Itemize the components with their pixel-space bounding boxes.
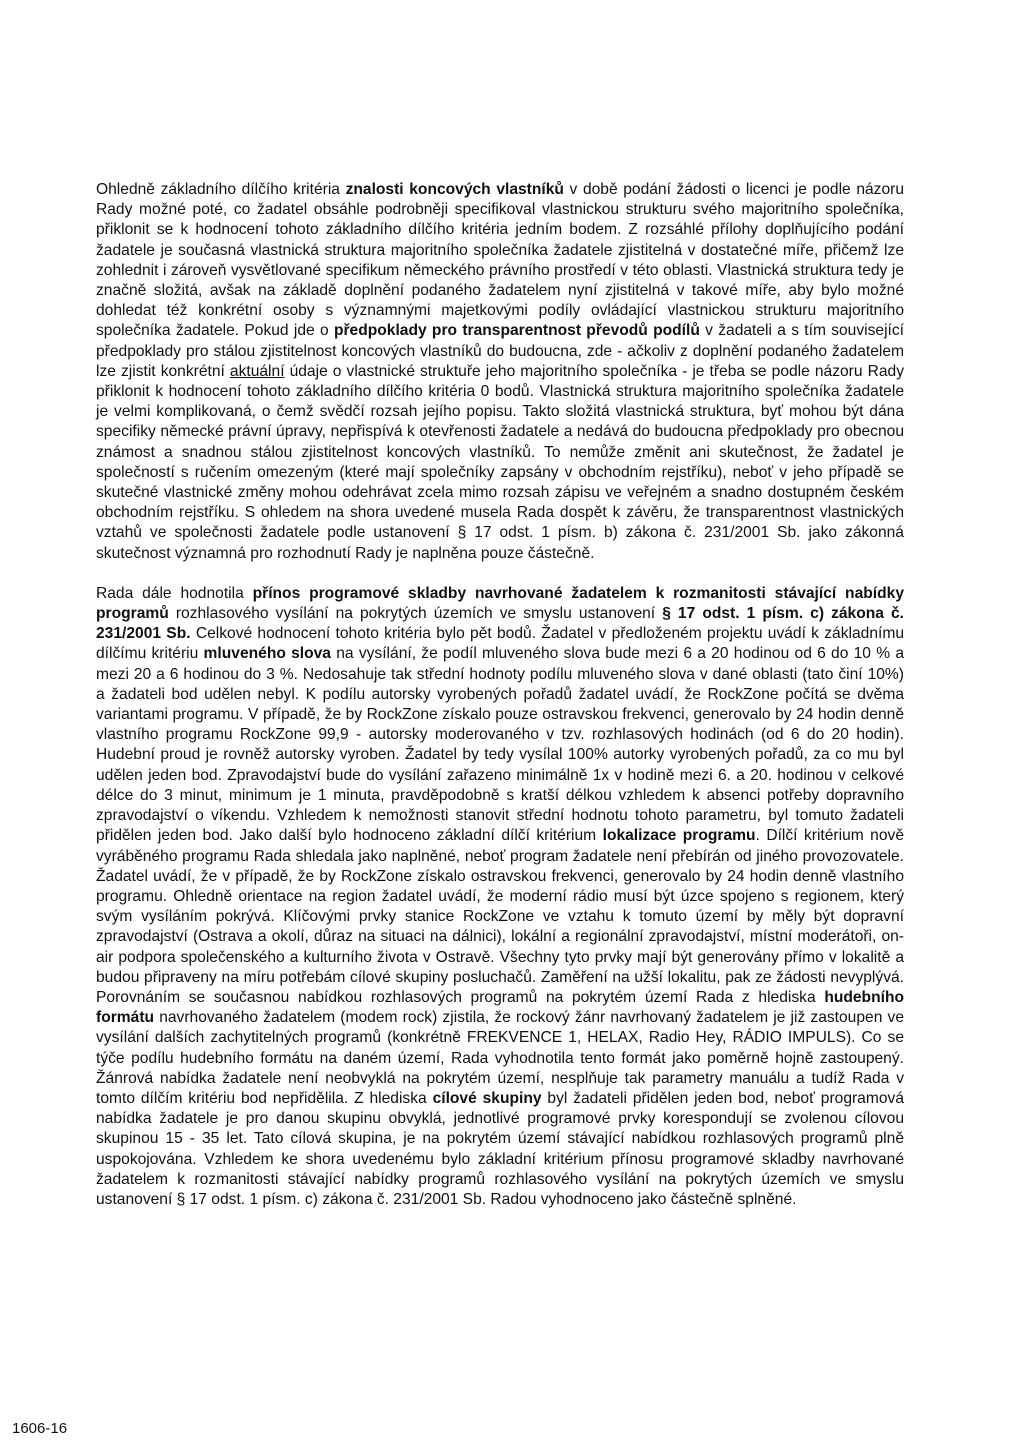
text-span: . Dílčí kritérium nově vyráběného programu Rada shledala jako naplněné, neboť program žadatele není přebírán od jiného provozovatele. Žadatel uvádí, že v případě, že by RockZone získalo ostravskou frekvenci, generovalo by 24 hodin denně vlastního programu. Ohledně orientace na region žadatel uvádí, že moderní rádio musí být úzce spojeno s regionem, který svým vysíláním pokrývá. Klíčovými prvky stanice RockZone ve vztahu k tomuto území by měly být dopravní zpravodajství (Ostrava a okolí, důraz na situaci na dálnici), lokální a regionální zpravodajství, místní moderátoři, on-air podpora společenského a kulturního života v Ostravě. Všechny tyto prvky mají být generovány přímo v lokalitě a budou připraveny na míru potřebám cílové skupiny posluchačů. Zaměření na užší lokalitu, pak ze žádosti nevyplývá. Porovnáním se současnou nabídkou rozhlasových programů na pokrytém území Rada z hlediska bbox=[96, 827, 904, 1006]
underlined-word-current: aktuální bbox=[229, 362, 285, 380]
bold-phrase-localization: lokalizace programu bbox=[602, 827, 756, 845]
bold-phrase-transfer-transparency: předpoklady pro transparentnost převodů podílů bbox=[333, 322, 700, 340]
text-span: v žadateli a s tím související předpoklady pro stálou zjistitelnost koncových vlastníků do budoucna, zde - ačkoliv z doplnění podaného žadatelem lze zjistit konkrétní bbox=[96, 322, 905, 380]
text-span: Ohledně základního dílčího kritéria bbox=[96, 181, 346, 198]
text-span: na vysílání, že podíl mluveného slova bude mezi 6 a 20 hodinou od 6 do 10 % a mezi 20 a 6 hodinou do 3 %. Nedosahuje tak střední hodnoty podílu mluveného slova v dané oblasti (tato činí 10%) a žadateli bod udělen nebyl. K podílu autorsky vyrobených pořadů žadatel uvádí, že RockZone počítá se dvěma variantami programu. V případě, že by RockZone získalo pouze ostravskou frekvenci, generovalo by 24 hodin denně vlastního programu RockZone 99,9 - autorsky moderovaného v tzv. rozhlasových hodinách (od 6 do 20 hodin). Hudební proud je rovněž autorsky vyroben. Žadatel by tedy vysílal 100% autorky vyrobených pořadů, za co mu byl udělen jeden bod. Zpravodajství bude do vysílání zařazeno minimálně 1x v hodině mezi 6. a 20. hodinou v celkové délce do 3 minut, minimum je 1 minuta, pravděpodobně s kratší délkou vzhledem k absenci potřeby dopravního zpravodajství o víkendu. Vzhledem k nemožnosti stanovit střední hodnotu tohoto parametru, byl tomuto žadateli přidělen jeden bod. Jako další bylo hodnoceno základní dílčí kritérium bbox=[96, 645, 904, 845]
text-span: údaje o vlastnické struktuře jeho majoritního společníka - je třeba se podle názoru Rady přiklonit k hodnocení tohoto základního dílčího kritéria 0 bodů. Vlastnická struktura majoritního společníka žadatele je velmi komplikovaná, o čemž svědčí rozsah jejího popisu. Takto složitá vlastnická struktura, byť mohou být dána specifiky německé právní úpravy, nepřispívá k otevřenosti žadatele a nedává do budoucna předpoklady pro obecnou známost a snadnou stálou zjistitelnost koncových vlastníků. To nemůže změnit ani skutečnost, že žadatel je společností s ručením omezeným (které mají společníky zapsány v obchodním rejstříku), neboť v jeho případě se skutečné vlastnické změny mohou odehrávat zcela mimo rozsah zápisu ve veřejném a snadno dostupném českém obchodním rejstříku. S ohledem na shora uvedené musela Rada dospět k závěru, že transparentnost vlastnických vztahů ve společnosti žadatele podle ustanovení § 17 odst. 1 písm. b) zákona č. 231/2001 Sb. jako zákonná skutečnost významná pro rozhodnutí Rady je naplněna pouze částečně. bbox=[96, 362, 905, 562]
paragraph-ownership-transparency bbox=[96, 180, 904, 564]
text-span: Rada dále hodnotila bbox=[96, 584, 253, 602]
bold-phrase-end-owners: znalosti koncových vlastníků bbox=[345, 181, 564, 198]
text-span: rozhlasového vysílání na pokrytých územích ve smyslu ustanovení bbox=[168, 605, 663, 623]
text-span: byl žadateli přidělen jeden bod, neboť programová nabídka žadatele je pro danou skupinu obvyklá, jednotlivé programové prvky korespondují se zvolenou cílovou skupinou 15 - 35 let. Tato cílová skupina, je na pokrytém území stávající nabídkou rozhlasových programů plně uspokojována. Vzhledem ke shora uvedenému bylo základní kritérium přínosu programové skladby navrhované žadatelem k rozmanitosti stávající nabídky programů rozhlasového vysílání na pokrytých územích ve smyslu ustanovení § 17 odst. 1 písm. c) zákona č. 231/2001 Sb. Radou vyhodnoceno jako částečně splněné. bbox=[96, 1089, 904, 1208]
text-span: v době podání žádosti o licenci je podle názoru Rady možné poté, co žadatel obsáhle podrobněji specifikoval vlastnickou strukturu svého majoritního společníka, přiklonit se k hodnocení tohoto základního dílčího kritéria jedním bodem. Z rozsáhlé přílohy doplňujícího podání žadatele je současná vlastnická struktura majoritního společníka žadatele zjistitelná v dostatečné míře, přičemž lze zohlednit i zároveň vysvětlované specifikum německého právního prostředí v této oblasti. Vlastnická struktura tedy je značně složitá, avšak na základě doplnění podaného žadatelem nyní zjistitelná v takové míře, aby bylo možné dohledat též konkrétní osoby s významnými majetkovými podíly ovládající vlastnickou strukturu majoritního společníka žadatele. Pokud jde o bbox=[96, 181, 905, 340]
paragraph-program-diversity bbox=[96, 584, 904, 1210]
bold-phrase-target-group: cílové skupiny bbox=[432, 1089, 542, 1107]
bold-phrase-music-format: hudebního formátu bbox=[96, 988, 904, 1027]
document-id: 1606-16 bbox=[12, 1420, 68, 1437]
bold-phrase-legal-reference: § 17 odst. 1 písm. c) zákona č. 231/2001 Sb. bbox=[96, 605, 904, 643]
bold-phrase-spoken-word: mluveného slova bbox=[203, 645, 331, 663]
text-span: navrhovaného žadatelem (modem rock) zjistila, že rockový žánr navrhovaný žadatelem je již zastoupen ve vysílání dalších zachytitelných programů (konkrétně FREKVENCE 1, HELAX, Radio Hey, RÁDIO IMPULS). Co se týče podílu hudebního formátu na daném území, Rada vyhodnotila tento formát jako poměrně hojně zastoupený. Žánrová nabídka žadatele není neobvyklá na pokrytém území, nesplňuje tak parametry manuálu a tudíž Rada v tomto dílčím kritériu bod nepřidělila. Z hlediska bbox=[96, 1009, 904, 1107]
bold-phrase-program-contribution: přínos programové skladby navrhované žadatelem k rozmanitosti stávající nabídky programů bbox=[96, 584, 904, 623]
document-page bbox=[96, 180, 904, 1210]
text-span: Celkové hodnocení tohoto kritéria bylo pět bodů. Žadatel v předloženém projektu uvádí k základnímu dílčímu kritériu bbox=[96, 625, 904, 663]
